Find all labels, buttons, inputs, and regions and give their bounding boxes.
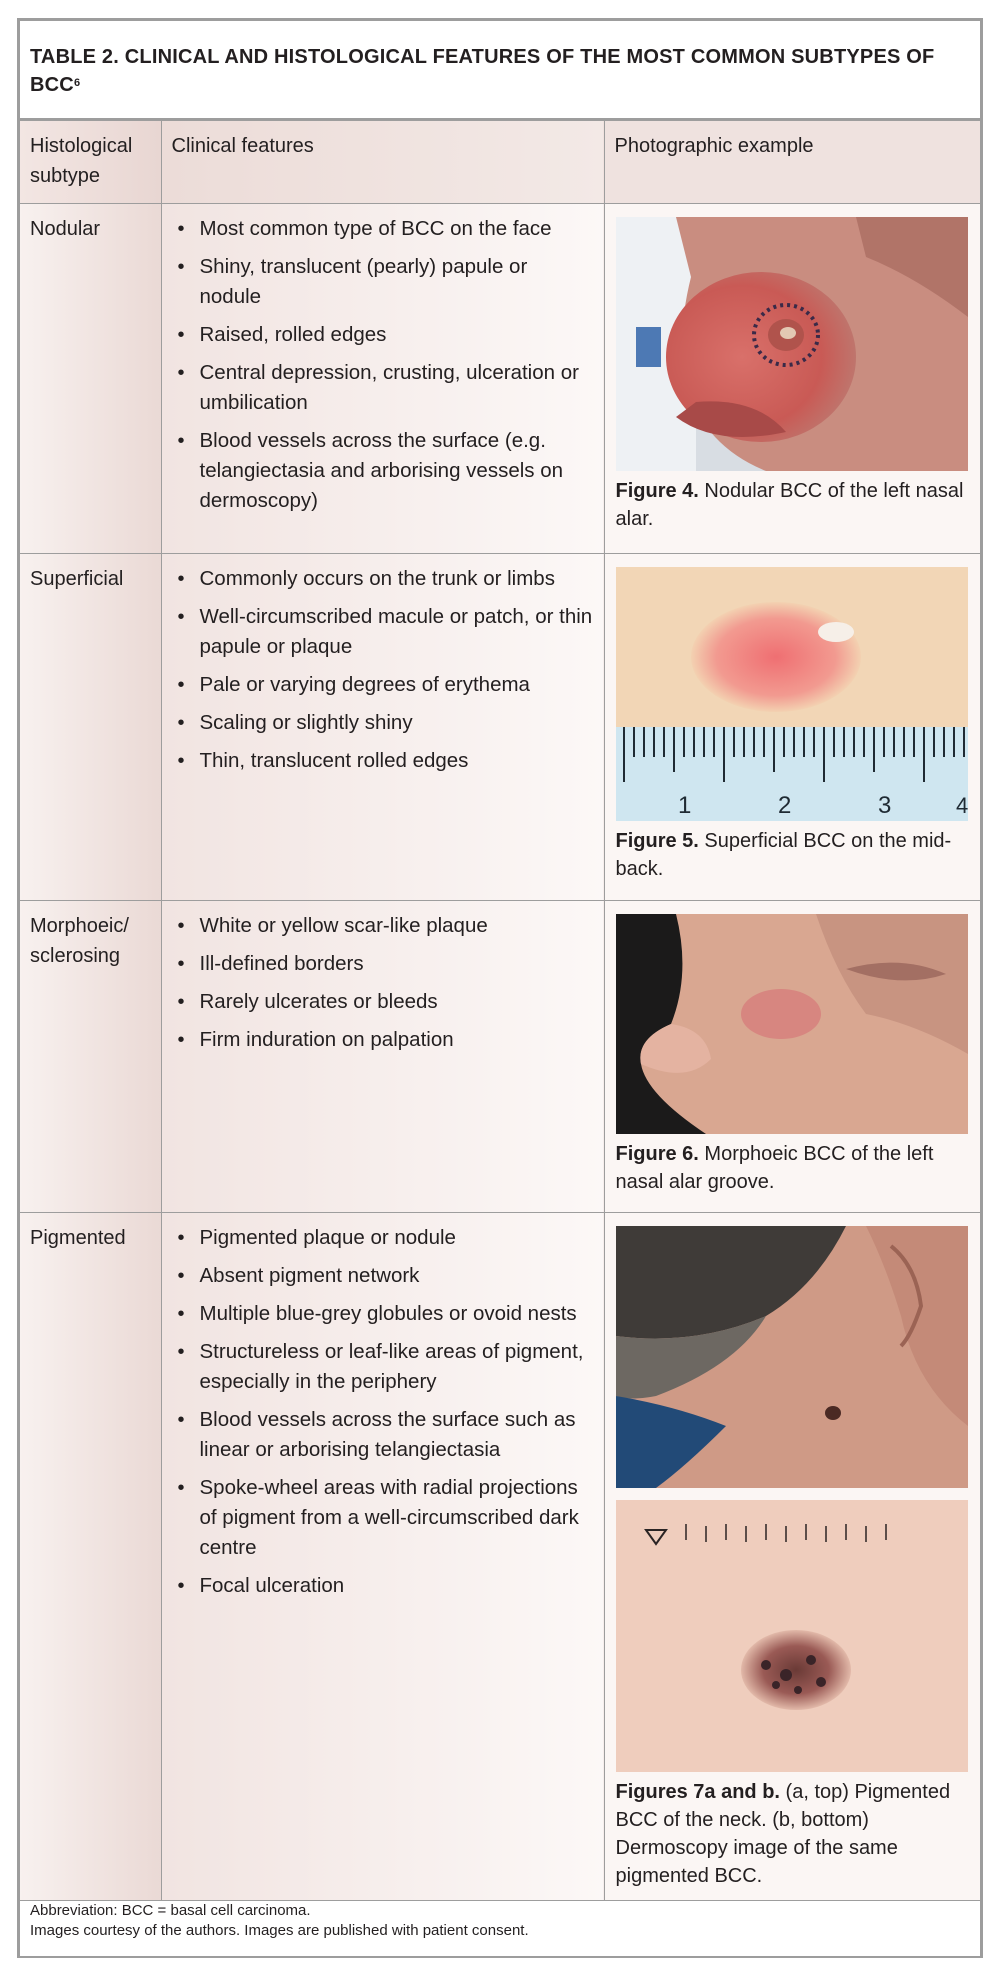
- footnote-image-credit: Images courtesy of the authors. Images are published with patient consent.: [30, 1922, 529, 1939]
- list-item: • Scaling or slightly shiny: [174, 708, 594, 738]
- list-item: • Spoke-wheel areas with radial projections of pigment from a well-circumscribed dark centre: [174, 1473, 594, 1563]
- subtype-cell: Nodular: [20, 204, 161, 554]
- features-list: [162, 554, 604, 794]
- ruler-label: 1: [677, 792, 691, 819]
- list-item: • Thin, translucent rolled edges: [174, 746, 594, 776]
- morphoeic-bcc-photo: [616, 914, 968, 1134]
- list-item: • Pigmented plaque or nodule: [174, 1223, 594, 1253]
- ruler-label: 4: [955, 793, 968, 818]
- list-item: • Rarely ulcerates or bleeds: [174, 987, 594, 1017]
- table-row: [20, 901, 980, 1213]
- features-cell: [161, 1213, 604, 1901]
- subtype-cell: Morphoeic/ sclerosing: [20, 901, 161, 1213]
- table-row: [20, 204, 980, 554]
- features-list: [162, 901, 604, 1073]
- features-cell: [161, 901, 604, 1213]
- photo-cell: [604, 1213, 980, 1901]
- header-row: [20, 121, 980, 204]
- list-item: • Well-circumscribed macule or patch, or thin papule or plaque: [174, 602, 594, 662]
- list-item: • Structureless or leaf-like areas of pigment, especially in the periphery: [174, 1337, 594, 1397]
- features-cell: [161, 204, 604, 554]
- table-title: TABLE 2. CLINICAL AND HISTOLOGICAL FEATURES OF THE MOST COMMON SUBTYPES OF BCC$^6$: [30, 46, 935, 96]
- photo-cell: [604, 901, 980, 1213]
- subtype-cell: Pigmented: [20, 1213, 161, 1901]
- ruler-label: 3: [877, 792, 891, 819]
- features-cell: [161, 554, 604, 901]
- figure-caption: Figure 6. Morphoeic BCC of the left nasal alar groove.: [615, 1143, 934, 1193]
- list-item: • Commonly occurs on the trunk or limbs: [174, 564, 594, 594]
- list-item: • White or yellow scar-like plaque: [174, 911, 594, 941]
- figure-caption: Figure 4. Nodular BCC of the left nasal alar.: [615, 480, 964, 530]
- list-item: • Most common type of BCC on the face: [174, 214, 594, 244]
- list-item: • Focal ulceration: [174, 1571, 594, 1601]
- table-frame: [17, 18, 983, 1958]
- list-item: • Pale or varying degrees of erythema: [174, 670, 594, 700]
- footnote-abbreviation: Abbreviation: BCC = basal cell carcinoma.: [30, 1902, 311, 1919]
- subtype-cell: Superficial: [20, 554, 161, 901]
- list-item: • Shiny, translucent (pearly) papule or nodule: [174, 252, 594, 312]
- table-row: [20, 554, 980, 901]
- table-footer: [30, 1901, 529, 1941]
- pigmented-bcc-dermoscopy-photo: [616, 1500, 968, 1772]
- table-row: [20, 1213, 980, 1901]
- photo-cell: [604, 554, 980, 901]
- list-item: • Raised, rolled edges: [174, 320, 594, 350]
- features-list: [162, 1213, 604, 1619]
- ruler-label: 2: [777, 792, 791, 819]
- list-item: • Firm induration on palpation: [174, 1025, 594, 1055]
- pigmented-bcc-neck-photo: [616, 1226, 968, 1488]
- features-table: [20, 121, 980, 1901]
- list-item: • Blood vessels across the surface (e.g. telangiectasia and arborising vessels on dermoscopy): [174, 426, 594, 516]
- list-item: • Blood vessels across the surface such as linear or arborising telangiectasia: [174, 1405, 594, 1465]
- list-item: • Absent pigment network: [174, 1261, 594, 1291]
- figure-caption: Figure 5. Superficial BCC on the mid-back.: [615, 830, 952, 880]
- list-item: • Multiple blue-grey globules or ovoid nests: [174, 1299, 594, 1329]
- list-item: • Central depression, crusting, ulceration or umbilication: [174, 358, 594, 418]
- list-item: • Ill-defined borders: [174, 949, 594, 979]
- figure-caption: Figures 7a and b. (a, top) Pigmented BCC of the neck. (b, bottom) Dermoscopy image of the same pigmented BCC.: [615, 1781, 951, 1887]
- header-histological-subtype: Histological subtype: [20, 121, 161, 204]
- nodular-bcc-photo: [616, 217, 968, 471]
- header-clinical-features: Clinical features: [161, 121, 604, 204]
- superficial-bcc-photo: [616, 567, 968, 821]
- header-photographic-example: Photographic example: [604, 121, 980, 204]
- photo-cell: [604, 204, 980, 554]
- features-list: [162, 204, 604, 534]
- table-title-box: [20, 21, 980, 121]
